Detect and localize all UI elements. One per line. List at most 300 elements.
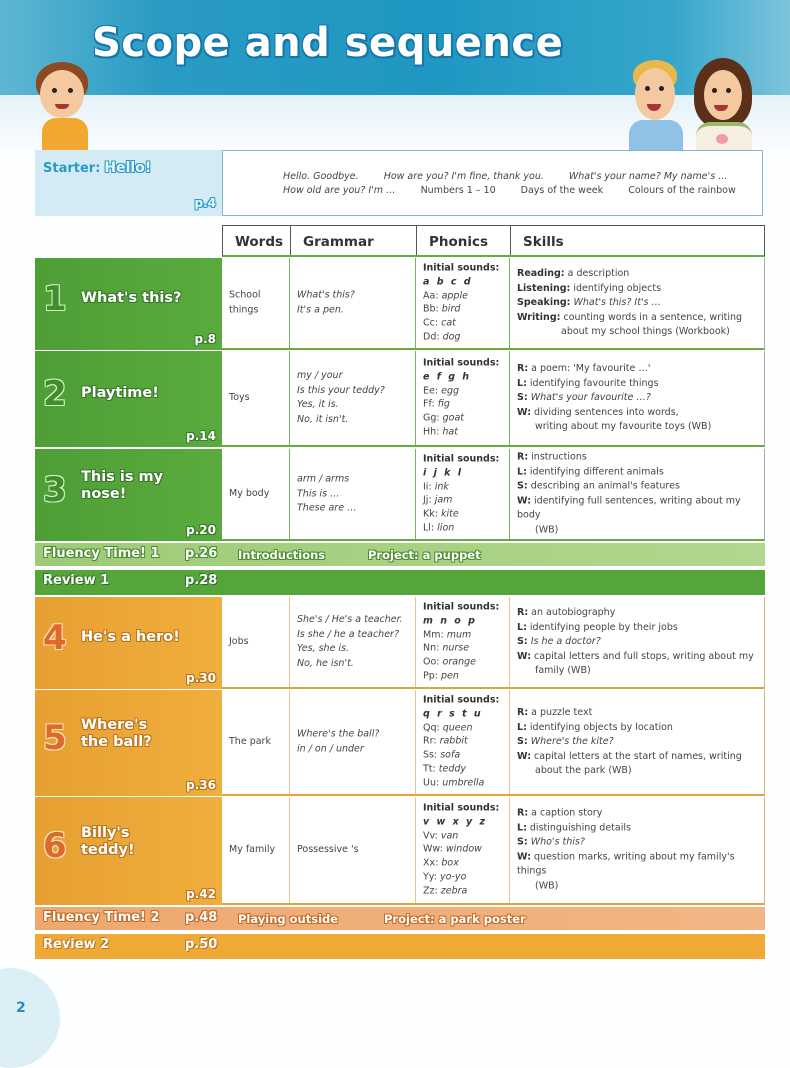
grammar-item: arm / arms: [297, 473, 350, 485]
unit-row: [35, 258, 765, 350]
skill-line: S: Who's this?: [517, 836, 585, 848]
skill-text: an autobiography: [531, 606, 616, 618]
unit-label: [35, 258, 222, 352]
grammar-item: my / your: [297, 370, 343, 381]
review-2-page: p.50: [185, 937, 218, 952]
page-number-circle: [0, 968, 60, 1068]
skill-line: S: What's your favourite …?: [517, 391, 651, 403]
skill-key: Writing: [517, 311, 557, 323]
skill-line: L: identifying objects by location: [517, 721, 673, 733]
starter-item: Hello. Goodbye.: [283, 171, 359, 182]
grammar-cell: [290, 797, 416, 903]
words-item: The park: [229, 735, 271, 747]
grammar-item: She's / He's a teacher.: [297, 614, 403, 625]
skill-text: identifying objects: [573, 282, 662, 294]
starter-item: What's your name? My name's …: [568, 171, 728, 182]
column-header-grammar: Grammar: [291, 226, 417, 255]
phonics-word: window: [445, 844, 482, 856]
phonics-word: van: [440, 830, 459, 842]
skill-line-continued: about the park (WB): [535, 764, 632, 776]
skill-key: S: [517, 480, 524, 492]
phonics-example: [423, 843, 505, 857]
phonics-letter-pair: Xx:: [423, 857, 439, 869]
unit-number: 4: [43, 618, 67, 658]
phonics-word: kite: [440, 508, 459, 520]
grammar-cell: [290, 258, 416, 348]
phonics-word: fig: [437, 399, 450, 410]
phonics-example: [423, 331, 505, 345]
phonics-word: mum: [446, 629, 472, 641]
unit-title-line: the ball?: [81, 734, 152, 750]
phonics-letter-pair: Ll:: [423, 522, 435, 534]
unit-label: [35, 351, 222, 449]
phonics-cell: [416, 449, 510, 539]
grammar-item: These are …: [297, 502, 357, 514]
starter-prefix: Starter:: [43, 161, 101, 176]
skill-text: identifying different animals: [529, 466, 664, 477]
phonics-example: [423, 480, 505, 494]
skill-key: L: [517, 621, 524, 633]
phonics-example: [423, 884, 505, 898]
phonics-example: [423, 412, 505, 426]
grammar-item: Possessive 's: [297, 843, 359, 855]
unit-label: [35, 449, 222, 543]
phonics-heading: Initial sounds:: [423, 357, 500, 369]
skill-key: L: [517, 822, 524, 833]
unit-number: 5: [43, 718, 67, 758]
skill-key: W: [517, 495, 528, 506]
fluency-time-1-band: [35, 543, 765, 566]
phonics-heading: Initial sounds:: [423, 262, 500, 274]
skill-line-continued: (WB): [535, 524, 559, 535]
unit-title-line: He's a hero!: [81, 629, 180, 645]
skill-line: Speaking: What's this? It's …: [517, 296, 662, 308]
words-item: Toys: [229, 391, 250, 403]
phonics-word: umbrella: [442, 777, 485, 789]
phonics-example: [423, 735, 505, 749]
fluency-1-project: Project: a puppet: [368, 548, 481, 562]
phonics-heading: Initial sounds:: [423, 802, 500, 814]
skill-line: S: describing an animal's features: [517, 480, 680, 492]
phonics-letter-pair: Jj:: [423, 495, 432, 506]
unit-number: 3: [43, 470, 67, 510]
boy-illustration-right: [625, 58, 685, 150]
phonics-word: nurse: [442, 643, 470, 654]
grammar-cell: [290, 449, 416, 539]
skill-key: R: [517, 606, 525, 618]
review-2-band: [35, 934, 765, 959]
phonics-word: goat: [442, 412, 465, 424]
unit-row: [35, 351, 765, 447]
unit-title-line: teddy!: [81, 842, 135, 858]
skill-text: a caption story: [531, 807, 603, 819]
unit-number: 2: [43, 374, 67, 414]
unit-page: p.30: [186, 671, 216, 685]
skill-text: dividing sentences into words,: [534, 406, 679, 418]
unit-row: [35, 797, 765, 905]
phonics-cell: [416, 351, 510, 445]
phonics-letter-pair: Vv:: [423, 830, 438, 842]
phonics-letter-pair: Aa:: [423, 290, 439, 302]
skill-line: W: capital letters at the start of names, writing: [517, 750, 742, 762]
phonics-letter-pair: Pp:: [423, 670, 438, 682]
skill-text: instructions: [531, 451, 587, 463]
phonics-cell: [416, 258, 510, 348]
review-1-page: p.28: [185, 573, 218, 588]
grammar-item: It's a pen.: [297, 304, 344, 315]
skill-key: S: [517, 635, 524, 647]
skill-text: Is he a doctor?: [530, 635, 601, 647]
starter-title: [43, 160, 151, 176]
unit-number: 6: [43, 826, 67, 866]
words-cell: [222, 351, 290, 445]
grammar-item: What's this?: [297, 289, 355, 301]
skill-line: R: instructions: [517, 451, 587, 463]
skill-line: W: identifying full sentences, writing about my body: [517, 495, 741, 521]
starter-item: Numbers 1 – 10: [420, 185, 496, 196]
grammar-item: No, he isn't.: [297, 657, 354, 669]
phonics-letter-pair: Yy:: [423, 871, 437, 883]
starter-name: Hello!: [104, 160, 152, 176]
words-cell: [222, 258, 290, 348]
unit-title-line: Where's: [81, 717, 148, 733]
unit-row: [35, 690, 765, 796]
phonics-example: [423, 289, 505, 303]
skill-text: Who's this?: [530, 836, 585, 848]
phonics-word: pen: [441, 670, 459, 682]
skill-text: identifying full sentences, writing about my body: [517, 495, 741, 521]
unit-title-line: What's this?: [81, 290, 182, 306]
unit-title: [81, 385, 159, 402]
words-item: Jobs: [229, 635, 249, 647]
unit-page: p.20: [186, 523, 216, 537]
skill-text: Where's the kite?: [530, 735, 614, 747]
skill-text: identifying favourite things: [529, 377, 659, 389]
phonics-example: [423, 522, 505, 536]
phonics-example: [423, 763, 505, 777]
grammar-cell: [290, 351, 416, 445]
phonics-letter-pair: Nn:: [423, 643, 440, 654]
starter-item: How are you? I'm fine, thank you.: [383, 171, 544, 182]
starter-line-1: [283, 171, 750, 182]
phonics-example: [423, 494, 505, 508]
phonics-word: dog: [442, 331, 461, 343]
flower-icon: [716, 134, 728, 144]
phonics-heading: Initial sounds:: [423, 453, 500, 465]
skill-line-continued: about my school things (Workbook): [561, 325, 730, 337]
phonics-cell: [416, 690, 510, 794]
grammar-cell: [290, 597, 416, 687]
skill-text: counting words in a sentence, writing: [563, 311, 743, 323]
phonics-letters: v w x y z: [423, 816, 488, 828]
skill-text: a description: [567, 267, 630, 279]
phonics-letters: e f g h: [423, 371, 472, 383]
skill-key: R: [517, 807, 525, 819]
phonics-word: cat: [441, 317, 456, 329]
phonics-letter-pair: Gg:: [423, 412, 440, 424]
grammar-cell: [290, 690, 416, 794]
phonics-example: [423, 670, 505, 684]
skill-line: R: an autobiography: [517, 606, 616, 618]
unit-title: [81, 629, 180, 646]
skill-key: W: [517, 406, 528, 418]
skill-text: identifying people by their jobs: [529, 621, 678, 633]
unit-label: [35, 690, 222, 798]
phonics-example: [423, 721, 505, 735]
unit-title-line: Playtime!: [81, 385, 159, 401]
starter-content: [222, 150, 763, 216]
unit-number: 1: [43, 279, 67, 319]
skill-key: W: [517, 650, 528, 662]
unit-page: p.36: [186, 778, 216, 792]
words-cell: [222, 597, 290, 687]
fluency-time-2-band: [35, 907, 765, 930]
skill-text: What's this? It's …: [573, 296, 662, 308]
skill-key: L: [517, 721, 524, 733]
skill-line: W: capital letters and full stops, writing about my: [517, 650, 754, 662]
phonics-word: apple: [441, 290, 468, 302]
phonics-letters: m n o p: [423, 615, 477, 627]
phonics-example: [423, 384, 505, 398]
fluency-2-topic: Playing outside: [238, 912, 339, 926]
unit-page: p.14: [186, 429, 216, 443]
skills-cell: [510, 597, 764, 687]
fluency-1-page: p.26: [185, 546, 218, 561]
phonics-letter-pair: Kk:: [423, 508, 438, 520]
phonics-word: box: [441, 857, 459, 869]
skills-cell: [510, 449, 764, 539]
skill-text: capital letters at the start of names, writing: [534, 750, 742, 762]
unit-title: [81, 290, 181, 307]
column-header-words: Words: [223, 226, 291, 255]
phonics-example: [423, 829, 505, 843]
fluency-1-label: Fluency Time! 1: [43, 546, 160, 561]
phonics-letter-pair: Zz:: [423, 885, 438, 897]
skill-text: What's your favourite …?: [530, 391, 651, 403]
phonics-word: orange: [442, 656, 476, 668]
starter-line-2: [283, 185, 758, 196]
review-1-band: [35, 570, 765, 595]
phonics-letter-pair: Oo:: [423, 656, 440, 668]
phonics-word: jam: [434, 495, 453, 506]
phonics-cell: [416, 597, 510, 687]
phonics-word: queen: [442, 722, 473, 734]
phonics-example: [423, 857, 505, 871]
phonics-word: yo-yo: [439, 871, 467, 883]
phonics-word: bird: [441, 304, 461, 315]
starter-item: How old are you? I'm …: [283, 185, 396, 196]
skill-key: S: [517, 391, 524, 403]
girl-illustration-right: [692, 58, 757, 150]
unit-cells: [222, 449, 765, 541]
column-header-skills: Skills: [523, 234, 564, 250]
page-number: 2: [16, 1000, 26, 1016]
unit-cells: [222, 797, 765, 905]
phonics-letter-pair: Ww:: [423, 844, 443, 856]
starter-item: Colours of the rainbow: [628, 185, 736, 196]
review-2-label: Review 2: [43, 937, 110, 952]
phonics-letter-pair: Ff:: [423, 399, 435, 410]
phonics-example: [423, 317, 505, 331]
skill-line-continued: (WB): [535, 880, 559, 891]
unit-cells: [222, 258, 765, 350]
skill-key: Reading: [517, 267, 561, 279]
skills-cell: [510, 797, 764, 903]
starter-page: p.4: [194, 196, 216, 210]
unit-page: p.8: [194, 332, 216, 346]
skill-line: Writing: counting words in a sentence, writing: [517, 311, 743, 323]
phonics-example: [423, 303, 505, 317]
grammar-item: Is she / he a teacher?: [297, 628, 399, 640]
unit-title-line: Billy's: [81, 825, 130, 841]
column-header-phonics: Phonics: [417, 226, 511, 255]
words-cell: [222, 449, 290, 539]
fluency-2-label: Fluency Time! 2: [43, 910, 160, 925]
skill-line: L: identifying favourite things: [517, 377, 659, 389]
skill-line: L: identifying people by their jobs: [517, 621, 678, 633]
skill-key: W: [517, 851, 528, 862]
phonics-letter-pair: Ee:: [423, 385, 439, 397]
skill-line: S: Is he a doctor?: [517, 635, 601, 647]
phonics-letter-pair: Hh:: [423, 426, 440, 438]
phonics-letter-pair: Rr:: [423, 736, 437, 748]
skill-key: Speaking: [517, 296, 567, 308]
words-item: My family: [229, 843, 276, 855]
unit-title: [81, 825, 135, 859]
table-header: [222, 225, 765, 257]
skill-line: W: dividing sentences into words,: [517, 406, 679, 418]
skill-text: capital letters and full stops, writing about my: [534, 650, 754, 662]
skill-line: R: a poem: 'My favourite …': [517, 362, 651, 374]
fluency-2-page: p.48: [185, 910, 218, 925]
phonics-example: [423, 508, 505, 522]
phonics-example: [423, 642, 505, 656]
unit-title-line: This is my: [81, 469, 164, 485]
skill-text: identifying objects by location: [529, 721, 673, 733]
skills-cell: [510, 690, 764, 794]
words-item: things: [229, 304, 259, 315]
phonics-cell: [416, 797, 510, 903]
skill-text: question marks, writing about my family's things: [517, 851, 735, 877]
grammar-item: Yes, she is.: [297, 643, 350, 654]
unit-page: p.42: [186, 887, 216, 901]
phonics-word: rabbit: [439, 736, 468, 748]
phonics-word: sofa: [440, 749, 461, 761]
grammar-item: Where's the ball?: [297, 728, 380, 740]
skill-key: R: [517, 451, 525, 463]
review-1-label: Review 1: [43, 573, 110, 588]
skill-text: a puzzle text: [531, 706, 593, 718]
skill-line-continued: writing about my favourite toys (WB): [535, 420, 712, 432]
words-cell: [222, 797, 290, 903]
phonics-letters: a b c d: [423, 276, 473, 288]
skills-cell: [510, 258, 764, 348]
phonics-word: teddy: [438, 763, 467, 775]
unit-title: [81, 469, 163, 503]
unit-title-line: nose!: [81, 486, 127, 502]
phonics-word: zebra: [440, 885, 468, 897]
skill-line-continued: family (WB): [535, 664, 591, 676]
phonics-letter-pair: Ii:: [423, 481, 432, 493]
phonics-example: [423, 426, 505, 440]
fluency-2-project: Project: a park poster: [384, 912, 526, 926]
skill-line: W: question marks, writing about my family's things: [517, 851, 735, 877]
phonics-word: hat: [442, 426, 458, 438]
skill-text: a poem: 'My favourite …': [531, 362, 651, 374]
phonics-letter-pair: Uu:: [423, 777, 440, 789]
unit-cells: [222, 690, 765, 796]
skill-line: Listening: identifying objects: [517, 282, 662, 294]
skill-text: distinguishing details: [529, 822, 631, 833]
unit-title: [81, 717, 152, 751]
phonics-letters: q r s t u: [423, 708, 483, 720]
phonics-word: lion: [437, 522, 455, 534]
phonics-example: [423, 871, 505, 885]
skill-key: L: [517, 466, 524, 477]
skill-line: L: identifying different animals: [517, 466, 664, 477]
phonics-example: [423, 628, 505, 642]
phonics-letter-pair: Ss:: [423, 749, 438, 761]
phonics-letter-pair: Dd:: [423, 331, 440, 343]
grammar-item: Is this your teddy?: [297, 384, 385, 396]
phonics-letter-pair: Qq:: [423, 722, 440, 734]
skill-line: R: a puzzle text: [517, 706, 593, 718]
phonics-heading: Initial sounds:: [423, 601, 500, 613]
skill-line: S: Where's the kite?: [517, 735, 614, 747]
skill-line: Reading: a description: [517, 267, 630, 279]
skill-text: describing an animal's features: [530, 480, 680, 492]
grammar-item: This is …: [297, 487, 340, 499]
unit-label: [35, 797, 222, 907]
phonics-example: [423, 656, 505, 670]
phonics-example: [423, 749, 505, 763]
phonics-letters: i j k l: [423, 467, 464, 479]
phonics-word: ink: [434, 481, 449, 493]
phonics-letter-pair: Bb:: [423, 304, 439, 315]
phonics-letter-pair: Mm:: [423, 629, 444, 641]
starter-item: Days of the week: [520, 185, 604, 196]
grammar-item: No, it isn't.: [297, 413, 349, 425]
grammar-item: Yes, it is.: [297, 399, 339, 410]
page-title: Scope and sequence: [92, 20, 564, 66]
phonics-letter-pair: Tt:: [423, 763, 436, 775]
phonics-heading: Initial sounds:: [423, 694, 500, 706]
phonics-example: [423, 398, 505, 412]
starter-label-box: [35, 150, 222, 216]
skill-line: R: a caption story: [517, 807, 603, 819]
skill-line: L: distinguishing details: [517, 822, 631, 833]
skill-key: L: [517, 377, 524, 389]
skill-key: W: [517, 750, 528, 762]
phonics-letter-pair: Cc:: [423, 317, 439, 329]
skills-cell: [510, 351, 764, 445]
phonics-example: [423, 776, 505, 790]
skill-key: R: [517, 362, 525, 374]
skill-key: Listening: [517, 282, 567, 294]
words-item: School: [229, 289, 261, 301]
unit-cells: [222, 597, 765, 689]
skill-key: S: [517, 836, 524, 848]
unit-row: [35, 597, 765, 689]
phonics-word: egg: [441, 385, 459, 397]
fluency-1-topic: Introductions: [238, 548, 326, 562]
unit-cells: [222, 351, 765, 447]
grammar-item: in / on / under: [297, 743, 364, 754]
unit-label: [35, 597, 222, 691]
words-item: My body: [229, 487, 270, 499]
words-cell: [222, 690, 290, 794]
skill-key: S: [517, 735, 524, 747]
